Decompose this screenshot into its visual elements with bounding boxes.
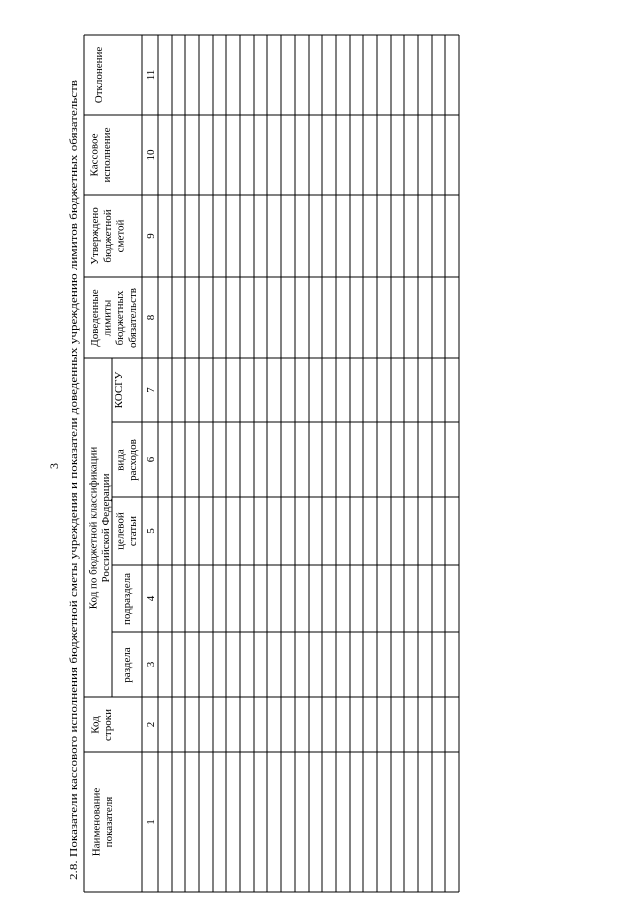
column-number: 5 [145, 528, 157, 534]
header-approved [89, 207, 126, 265]
header-section [121, 647, 133, 682]
header-limits [89, 288, 139, 348]
header-budget-classification [88, 447, 113, 610]
header-subsection-line: подраздела [120, 572, 133, 626]
column-number: 7 [145, 387, 157, 393]
data-table [84, 35, 459, 892]
header-name [91, 788, 116, 857]
header-name-line: показателя [103, 796, 116, 848]
column-number: 6 [145, 456, 157, 463]
column-number: 1 [145, 819, 157, 825]
header-code-line: строки [102, 708, 115, 742]
header-subsection [121, 573, 133, 625]
header-limits-line: Доведенные [88, 289, 101, 347]
section-title: 2.8. Показатели кассового исполнения бюджетной сметы учреждения и показатели доведенных учреждению лимитов бюджетных обязательств [68, 207, 80, 880]
header-code-line: Код [89, 716, 102, 734]
header-name-line: Наименование [90, 787, 103, 857]
header-budget-classification-line: Российской Федерации [100, 473, 113, 583]
column-number: 8 [145, 314, 157, 321]
header-kosgu [113, 371, 125, 408]
header-target-article-line: целевой [114, 512, 127, 550]
header-deviation-line: Отклонение [92, 46, 105, 104]
header-expense-type-line: расходов [127, 439, 140, 481]
column-number: 11 [145, 69, 157, 81]
table-header [88, 47, 157, 857]
header-approved-line: сметой [114, 219, 127, 253]
header-limits-line: обязательств [126, 288, 139, 348]
header-kosgu-line: КОСГУ [112, 371, 125, 409]
header-limits-line: лимиты [101, 299, 114, 337]
page-number: 3 [47, 463, 61, 469]
header-cash-execution-line: Кассовое [88, 133, 101, 177]
header-expense-type [115, 439, 140, 481]
column-number: 10 [145, 149, 157, 161]
header-section-line: раздела [120, 647, 133, 683]
header-approved-line: Утверждено [89, 207, 102, 265]
header-target-article-line: статьи [127, 515, 140, 547]
column-number: 4 [145, 595, 157, 602]
header-cash-execution-line: исполнение [101, 127, 114, 183]
header-cash-execution [89, 127, 114, 182]
header-budget-classification-line: Код по бюджетной классификации [87, 446, 100, 610]
header-expense-type-line: вида [114, 449, 127, 471]
column-number: 3 [145, 661, 157, 668]
header-deviation [93, 47, 105, 104]
header-target-article [115, 512, 140, 550]
header-code [90, 709, 115, 741]
header-approved-line: бюджетной [101, 209, 114, 263]
header-limits-line: бюджетных [114, 290, 127, 346]
column-number: 2 [145, 721, 157, 728]
column-number: 9 [145, 233, 157, 239]
